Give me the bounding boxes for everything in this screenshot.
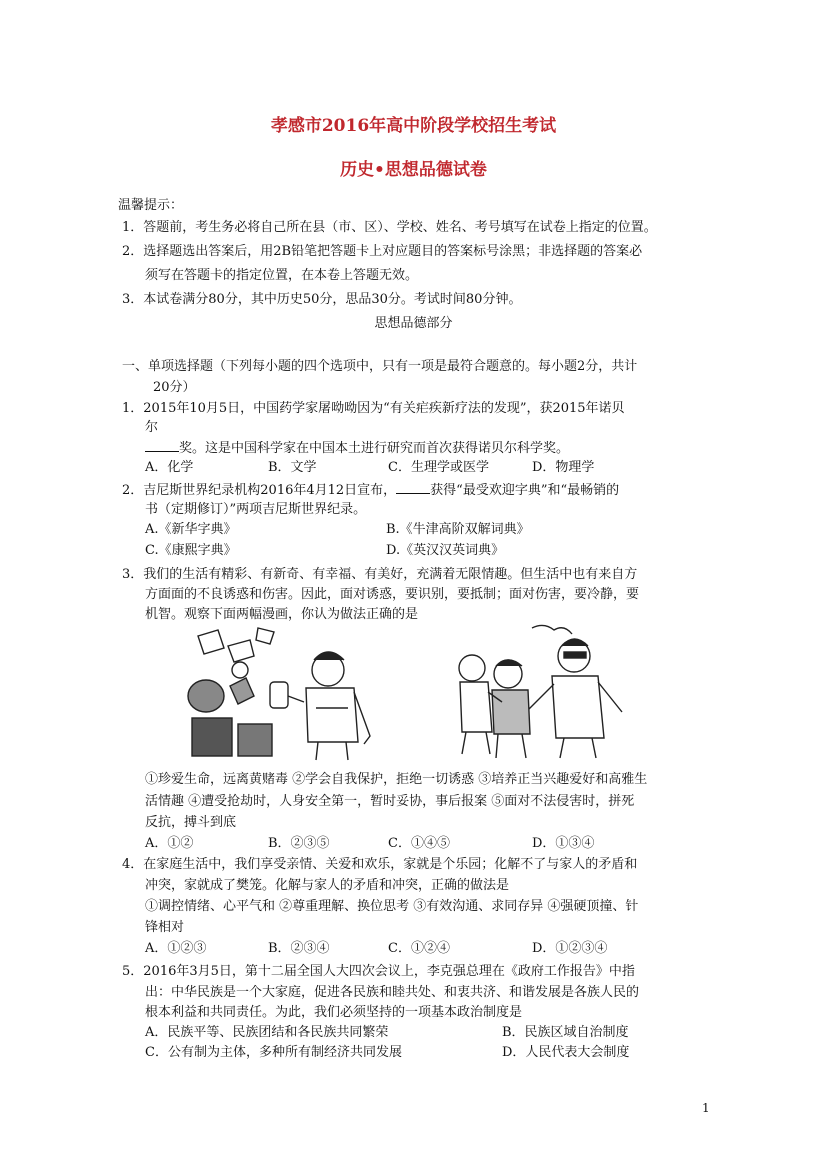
- q4-option-c: C．①②④: [388, 941, 450, 956]
- q5-option-d: D．人民代表大会制度: [502, 1045, 630, 1060]
- q2-stem-cont: 书（定期修订）”两项吉尼斯世界纪录。: [145, 502, 367, 517]
- q1-stem-tail: 奖。这是中国科学家在中国本土进行研究而首次获得诺贝尔科学奖。: [179, 441, 570, 456]
- q3-statements-1: ①珍爱生命，远离黄赌毒 ②学会自我保护，拒绝一切诱惑 ③培养正当兴趣爱好和高雅生: [145, 772, 648, 787]
- q3-statements-2: 活情趣 ④遭受抢劫时，人身安全第一，暂时妥协，事后报案 ⑤面对不法侵害时，拼死: [145, 794, 635, 809]
- q3-stem-cont-1: 方面面的不良诱惑和伤害。因此，面对诱惑，要识别，要抵制；面对伤害，要冷静，要: [145, 587, 640, 602]
- cartoon-resisting-temptation-image: [178, 626, 378, 762]
- q3-stem-cont-2: 机智。观察下面两幅漫画，你认为做法正确的是: [145, 607, 419, 622]
- q5-stem-cont-2: 根本利益和共同责任。为此，我们必须坚持的一项基本政治制度是: [145, 1005, 523, 1020]
- q5-option-c: C．公有制为主体，多种所有制经济共同发展: [145, 1045, 402, 1060]
- cartoon-robbery-image: [432, 622, 632, 762]
- notice-item-3: 3．本试卷满分80分，其中历史50分，思品30分。考试时间80分钟。: [122, 292, 522, 307]
- q1-option-d: D．物理学: [532, 460, 595, 475]
- q2-stem: [122, 480, 619, 501]
- q5-option-a: A．民族平等、民族团结和各民族共同繁荣: [145, 1025, 389, 1040]
- q3-option-b: B．②③⑤: [268, 836, 330, 851]
- q3-option-a: A．①②: [145, 836, 194, 851]
- part1-heading-cont: 20分）: [153, 380, 196, 395]
- notice-item-1: 1．答题前，考生务必将自己所在县（市、区）、学校、姓名、考号填写在试卷上指定的位置。: [122, 220, 657, 235]
- q2-stem-head: 2．吉尼斯世界纪录机构2016年4月12日宣布，: [122, 483, 397, 498]
- notice-item-2-cont: 须写在答题卡的指定位置，在本卷上答题无效。: [145, 268, 419, 283]
- exam-subtitle: 历史•思想品德试卷: [340, 160, 487, 180]
- q5-option-b: B．民族区域自治制度: [502, 1025, 629, 1040]
- q4-option-d: D．①②③④: [532, 941, 608, 956]
- part1-heading: 一、单项选择题（下列每小题的四个选项中，只有一项是最符合题意的。每小题2分，共计: [122, 359, 638, 374]
- q2-option-b: B.《牛津高阶双解词典》: [386, 522, 530, 537]
- q1-option-a: A．化学: [145, 460, 194, 475]
- q3-stem: 3．我们的生活有精彩、有新奇、有幸福、有美好，充满着无限情趣。但生活中也有来自方: [122, 567, 638, 582]
- q2-option-c: C.《康熙字典》: [145, 543, 237, 558]
- q1-stem-cont: 尔: [145, 420, 159, 435]
- section-title: 思想品德部分: [374, 316, 453, 331]
- answer-blank: [396, 480, 430, 494]
- q4-statements-2: 锋相对: [145, 920, 185, 935]
- q2-option-a: A.《新华字典》: [145, 522, 237, 537]
- page-number: 1: [702, 1101, 710, 1115]
- q4-statements-1: ①调控情绪、心平气和 ②尊重理解、换位思考 ③有效沟通、求同存异 ④强硬顶撞、针: [145, 899, 639, 914]
- q1-option-b: B．文学: [268, 460, 317, 475]
- notice-item-2: 2．选择题选出答案后，用2B铅笔把答题卡上对应题目的答案标号涂黑；非选择题的答案必: [122, 244, 643, 259]
- q1-stem-blank-line: [145, 438, 569, 459]
- q2-stem-tail: 获得“最受欢迎字典”和“最畅销的: [430, 483, 620, 498]
- q3-option-d: D．①③④: [532, 836, 595, 851]
- q1-option-c: C．生理学或医学: [388, 460, 489, 475]
- answer-blank: [145, 438, 179, 452]
- q3-statements-3: 反抗，搏斗到底: [145, 815, 237, 830]
- q4-stem-cont: 冲突，家就成了樊笼。化解与家人的矛盾和冲突，正确的做法是: [145, 878, 510, 893]
- q4-stem: 4．在家庭生活中，我们享受亲情、关爱和欢乐，家就是个乐园；化解不了与家人的矛盾和: [122, 857, 638, 872]
- notice-heading: 温馨提示：: [118, 198, 184, 213]
- q5-stem: 5．2016年3月5日，第十二届全国人大四次会议上，李克强总理在《政府工作报告》中指: [122, 964, 635, 979]
- q2-option-d: D.《英汉汉英词典》: [386, 543, 505, 558]
- q3-option-c: C．①④⑤: [388, 836, 450, 851]
- exam-title: 孝感市2016年高中阶段学校招生考试: [270, 116, 557, 136]
- q4-option-b: B．②③④: [268, 941, 330, 956]
- q4-option-a: A．①②③: [145, 941, 207, 956]
- q1-stem: 1．2015年10月5日，中国药学家屠呦呦因为“有关疟疾新疗法的发现”，获2015年诺贝: [122, 401, 625, 416]
- q5-stem-cont-1: 出：中华民族是一个大家庭，促进各民族和睦共处、和衷共济、和谐发展是各族人民的: [145, 985, 640, 1000]
